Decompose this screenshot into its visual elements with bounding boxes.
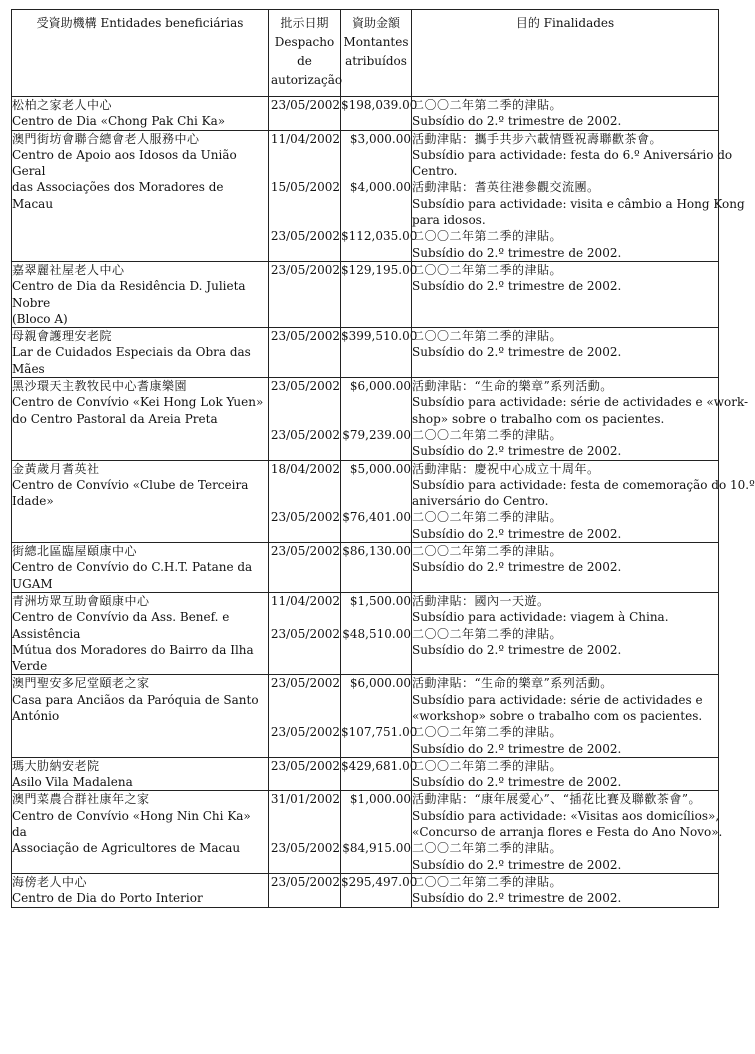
purpose-zh: 活動津貼：慶祝中心成立十周年。: [412, 461, 600, 476]
grant-date: 23/05/2002: [270, 758, 340, 773]
purpose-pt: Subsídio para actividade: festa do 6.º Aniversário do: [412, 147, 733, 162]
entity-cell: [12, 328, 269, 378]
purpose-cell: [412, 460, 755, 542]
entity-name-pt: Centro de Convívio da Ass. Benef. e Assistência: [12, 610, 230, 641]
grant-date: 23/05/2002: [270, 874, 340, 889]
entity-cell: [12, 460, 269, 542]
purpose-zh: 二〇〇二年第二季的津貼。: [412, 262, 563, 277]
grant-amount: $84,915.00: [342, 841, 411, 856]
purpose-zh: 活動津貼：“康年展愛心”、“插花比賽及聯歡茶會”。: [412, 792, 702, 807]
grant-date: 23/05/2002: [270, 98, 340, 112]
grant-amount: $1,500.00: [349, 593, 411, 608]
amount-cell: [341, 130, 418, 261]
entity-name-zh: 母親會護理安老院: [12, 329, 113, 344]
grant-date: 23/05/2002: [270, 427, 340, 442]
table-row: [12, 460, 719, 542]
date-cell: [269, 757, 341, 791]
purpose-pt: Subsídio do 2.º trimestre de 2002.: [412, 891, 622, 906]
grant-date: 23/05/2002: [270, 262, 340, 277]
header-montantes-pt-2: atribuídos: [345, 54, 407, 68]
purpose-pt: Subsídio do 2.º trimestre de 2002.: [412, 741, 622, 756]
entity-name-pt: Casa para Anciãos da Paróquia de Santo: [12, 692, 259, 707]
grant-amount: $1,000.00: [349, 792, 411, 807]
grant-date: 23/05/2002: [270, 544, 340, 559]
grant-date: 23/05/2002: [270, 676, 340, 691]
header-finalidades: [412, 10, 719, 97]
purpose-cell: [412, 328, 719, 378]
purpose-pt: shop» sobre o trabalho com os pacientes.: [412, 411, 665, 426]
amount-cell: [341, 460, 412, 542]
table-row: [12, 757, 719, 791]
grant-amount: $48,510.00: [342, 626, 411, 641]
date-cell: [269, 873, 341, 907]
purpose-zh: 二〇〇二年第二季的津貼。: [412, 725, 563, 740]
entity-name-pt: Centro de Convívio «Kei Hong Lok Yuen»: [12, 395, 264, 410]
header-finalidades-pt: Finalidades: [543, 16, 615, 30]
entity-name-zh: 街總北區臨屋頤康中心: [12, 544, 138, 559]
grant-date: 18/04/2002: [270, 461, 340, 476]
entity-name-zh: 松柏之家老人中心: [12, 98, 113, 112]
grant-amount: $107,751.00: [341, 725, 418, 740]
entity-name-zh: 澳門街坊會聯合總會老人服務中心: [12, 131, 200, 146]
purpose-zh: 活動津貼：耆英往港參觀交流團。: [412, 180, 600, 195]
header-entidades: [12, 10, 269, 97]
table-row: [12, 261, 719, 327]
amount-cell: [341, 757, 418, 791]
entity-name-pt: Centro de Convívio «Clube de Terceira Idade»: [12, 477, 249, 509]
purpose-cell: [412, 791, 723, 873]
purpose-pt: Subsídio para actividade: série de actividades e: [412, 692, 703, 707]
date-cell: [269, 97, 341, 131]
grant-amount: $6,000.00: [349, 676, 411, 691]
grant-amount: $79,239.00: [342, 427, 411, 442]
header-finalidades-zh: 目的: [515, 16, 540, 30]
purpose-cell: [412, 97, 719, 131]
purpose-zh: 二〇〇二年第二季的津貼。: [412, 841, 563, 856]
purpose-pt: Subsídio do 2.º trimestre de 2002.: [412, 444, 622, 459]
grant-amount: $399,510.00: [341, 329, 418, 344]
grant-amount: $3,000.00: [349, 131, 411, 146]
entity-cell: [12, 757, 269, 791]
entity-name-pt: Centro de Dia «Chong Pak Chi Ka»: [12, 114, 226, 129]
purpose-pt: Subsídio do 2.º trimestre de 2002.: [412, 245, 622, 260]
purpose-pt: Subsídio do 2.º trimestre de 2002.: [412, 526, 622, 541]
purpose-zh: 活動津貼：國內一天遊。: [412, 593, 550, 608]
entity-cell: [12, 378, 269, 460]
date-cell: [269, 592, 341, 674]
purpose-zh: 二〇〇二年第二季的津貼。: [412, 510, 563, 525]
purpose-zh: 二〇〇二年第二季的津貼。: [412, 626, 563, 641]
entity-name-pt: Centro de Convívio do C.H.T. Patane da UGAM: [12, 560, 253, 591]
purpose-zh: 二〇〇二年第二季的津貼。: [412, 874, 563, 889]
date-cell: [269, 675, 341, 757]
table-row: [12, 675, 719, 757]
table-row: [12, 543, 719, 593]
entity-name-pt: Asilo Vila Madalena: [12, 775, 133, 790]
grant-date: 23/05/2002: [270, 626, 340, 641]
table-row: [12, 873, 719, 907]
purpose-cell: [412, 130, 745, 261]
grant-amount: $4,000.00: [349, 180, 411, 195]
entity-cell: [12, 130, 269, 261]
header-montantes-pt-1: Montantes: [343, 35, 409, 49]
entity-name-zh: 瑪大肋納安老院: [12, 758, 100, 773]
amount-cell: [341, 328, 418, 378]
grant-amount: $429,681.00: [341, 758, 418, 773]
purpose-zh: 活動津貼：“生命的樂章”系列活動。: [412, 676, 613, 691]
amount-cell: [341, 378, 412, 460]
date-cell: [269, 130, 341, 261]
purpose-pt: «workshop» sobre o trabalho com os pacientes.: [412, 708, 703, 723]
grant-amount: $295,497.00: [341, 874, 418, 889]
date-cell: [269, 261, 341, 327]
grant-amount: $5,000.00: [349, 461, 411, 476]
grant-date: 23/05/2002: [270, 329, 340, 344]
purpose-cell: [412, 378, 749, 460]
entity-name-zh: 黑沙環天主教牧民中心耆康樂園: [12, 379, 188, 394]
grant-amount: $76,401.00: [342, 510, 411, 525]
purpose-pt: Subsídio para actividade: viagem à China.: [412, 610, 669, 625]
amount-cell: [341, 791, 412, 873]
entity-name-pt: do Centro Pastoral da Areia Preta: [12, 411, 218, 426]
date-cell: [269, 328, 341, 378]
purpose-cell: [412, 757, 719, 791]
table-row: [12, 592, 719, 674]
purpose-pt: Subsídio para actividade: «Visitas aos domicílios»,: [412, 808, 720, 823]
amount-cell: [341, 873, 418, 907]
entity-name-zh: 金黃歲月耆英社: [12, 461, 100, 476]
purpose-cell: [412, 592, 719, 674]
amount-cell: [341, 675, 418, 757]
purpose-cell: [412, 873, 719, 907]
purpose-zh: 二〇〇二年第二季的津貼。: [412, 544, 563, 559]
entity-cell: [12, 97, 269, 131]
header-despacho-pt-1: Despacho de: [274, 35, 335, 68]
entity-name-pt: das Associações dos Moradores de Macau: [12, 180, 224, 211]
entity-name-pt: Associação de Agricultores de Macau: [12, 841, 241, 856]
purpose-pt: «Concurso de arranja flores e Festa do Ano Novo».: [412, 825, 723, 840]
purpose-pt: Subsídio do 2.º trimestre de 2002.: [412, 114, 622, 129]
table-row: [12, 328, 719, 378]
header-entidades-zh: 受資助機構: [36, 16, 97, 30]
entity-name-zh: 澳門聖安多尼堂頤老之家: [12, 676, 150, 691]
purpose-pt: aniversário do Centro.: [412, 494, 549, 509]
purpose-pt: Subsídio do 2.º trimestre de 2002.: [412, 857, 622, 872]
purpose-cell: [412, 675, 719, 757]
entity-cell: [12, 873, 269, 907]
table-body: [12, 97, 755, 908]
purpose-zh: 活動津貼：攜手共步六載情暨祝壽聯歡茶會。: [412, 131, 663, 146]
grant-amount: $86,130.00: [342, 544, 411, 559]
date-cell: [269, 543, 341, 593]
purpose-cell: [412, 543, 719, 593]
grant-date: 31/01/2002: [270, 792, 340, 807]
table-row: [12, 97, 719, 131]
entity-cell: [12, 261, 269, 327]
amount-cell: [341, 261, 418, 327]
entity-name-zh: 澳門菜農合群社康年之家: [12, 792, 150, 807]
header-montantes-zh: 資助金額: [351, 16, 400, 30]
grant-amount: $112,035.00: [341, 229, 418, 244]
purpose-pt: Subsídio para actividade: visita e câmbio a Hong Kong: [412, 196, 745, 211]
table-row: [12, 130, 719, 261]
entity-name-pt: (Bloco A): [12, 311, 68, 326]
table-row: [12, 378, 719, 460]
date-cell: [269, 460, 341, 542]
purpose-pt: Subsídio para actividade: festa de comemoração do 10.º: [412, 477, 755, 492]
entity-name-pt: Mútua dos Moradores do Bairro da Ilha Verde: [12, 642, 254, 674]
grant-date: 11/04/2002: [270, 593, 340, 608]
purpose-pt: Centro.: [412, 164, 458, 179]
purpose-zh: 二〇〇二年第二季的津貼。: [412, 229, 563, 244]
purpose-pt: Subsídio do 2.º trimestre de 2002.: [412, 642, 622, 657]
purpose-pt: Subsídio do 2.º trimestre de 2002.: [412, 560, 622, 575]
grant-amount: $129,195.00: [341, 262, 418, 277]
header-despacho-zh: 批示日期: [280, 16, 329, 30]
grant-amount: $6,000.00: [349, 379, 411, 394]
entity-name-pt: Centro de Convívio «Hong Nin Chi Ka» da: [12, 808, 251, 840]
header-montantes: [341, 10, 412, 97]
grant-date: 15/05/2002: [270, 180, 340, 195]
entity-name-zh: 青洲坊眾互助會頤康中心: [12, 593, 150, 608]
purpose-pt: Subsídio do 2.º trimestre de 2002.: [412, 345, 622, 360]
entity-name-pt: Centro de Dia da Residência D. Julieta Nobre: [12, 279, 246, 310]
purpose-zh: 二〇〇二年第二季的津貼。: [412, 98, 563, 112]
grant-date: 23/05/2002: [270, 510, 340, 525]
purpose-pt: Subsídio do 2.º trimestre de 2002.: [412, 775, 622, 790]
table-header-row: [12, 10, 719, 97]
date-cell: [269, 791, 341, 873]
purpose-pt: Subsídio do 2.º trimestre de 2002.: [412, 279, 622, 294]
purpose-pt: Subsídio para actividade: série de actividades e «work-: [412, 395, 749, 410]
entity-name-zh: 海傍老人中心: [12, 874, 88, 889]
purpose-zh: 活動津貼：“生命的樂章”系列活動。: [412, 379, 613, 394]
table-row: [12, 791, 719, 873]
entity-cell: [12, 791, 269, 873]
grant-date: 23/05/2002: [270, 229, 340, 244]
grant-date: 23/05/2002: [270, 379, 340, 394]
grant-date: 23/05/2002: [270, 841, 340, 856]
subsidy-table: [11, 9, 755, 908]
header-despacho-pt-2: autorização: [271, 73, 343, 87]
header-despacho: [269, 10, 341, 97]
grant-date: 11/04/2002: [270, 131, 340, 146]
purpose-cell: [412, 261, 719, 327]
entity-name-pt: Lar de Cuidados Especiais da Obra das Mães: [12, 345, 251, 376]
amount-cell: [341, 592, 412, 674]
entity-cell: [12, 592, 269, 674]
amount-cell: [341, 543, 412, 593]
entity-name-pt: Centro de Dia do Porto Interior: [12, 891, 203, 906]
grant-date: 23/05/2002: [270, 725, 340, 740]
date-cell: [269, 378, 341, 460]
entity-name-zh: 嘉翠麗社屋老人中心: [12, 262, 125, 277]
grant-amount: $198,039.00: [341, 98, 418, 112]
purpose-zh: 二〇〇二年第二季的津貼。: [412, 427, 563, 442]
entity-cell: [12, 675, 269, 757]
entity-name-pt: Centro de Apoio aos Idosos da União Geral: [12, 147, 237, 179]
purpose-pt: para idosos.: [412, 213, 486, 228]
entity-cell: [12, 543, 269, 593]
entity-name-pt: António: [12, 708, 60, 723]
purpose-zh: 二〇〇二年第二季的津貼。: [412, 329, 563, 344]
header-entidades-pt: Entidades beneficiárias: [100, 16, 244, 30]
amount-cell: [341, 97, 418, 131]
purpose-zh: 二〇〇二年第二季的津貼。: [412, 758, 563, 773]
